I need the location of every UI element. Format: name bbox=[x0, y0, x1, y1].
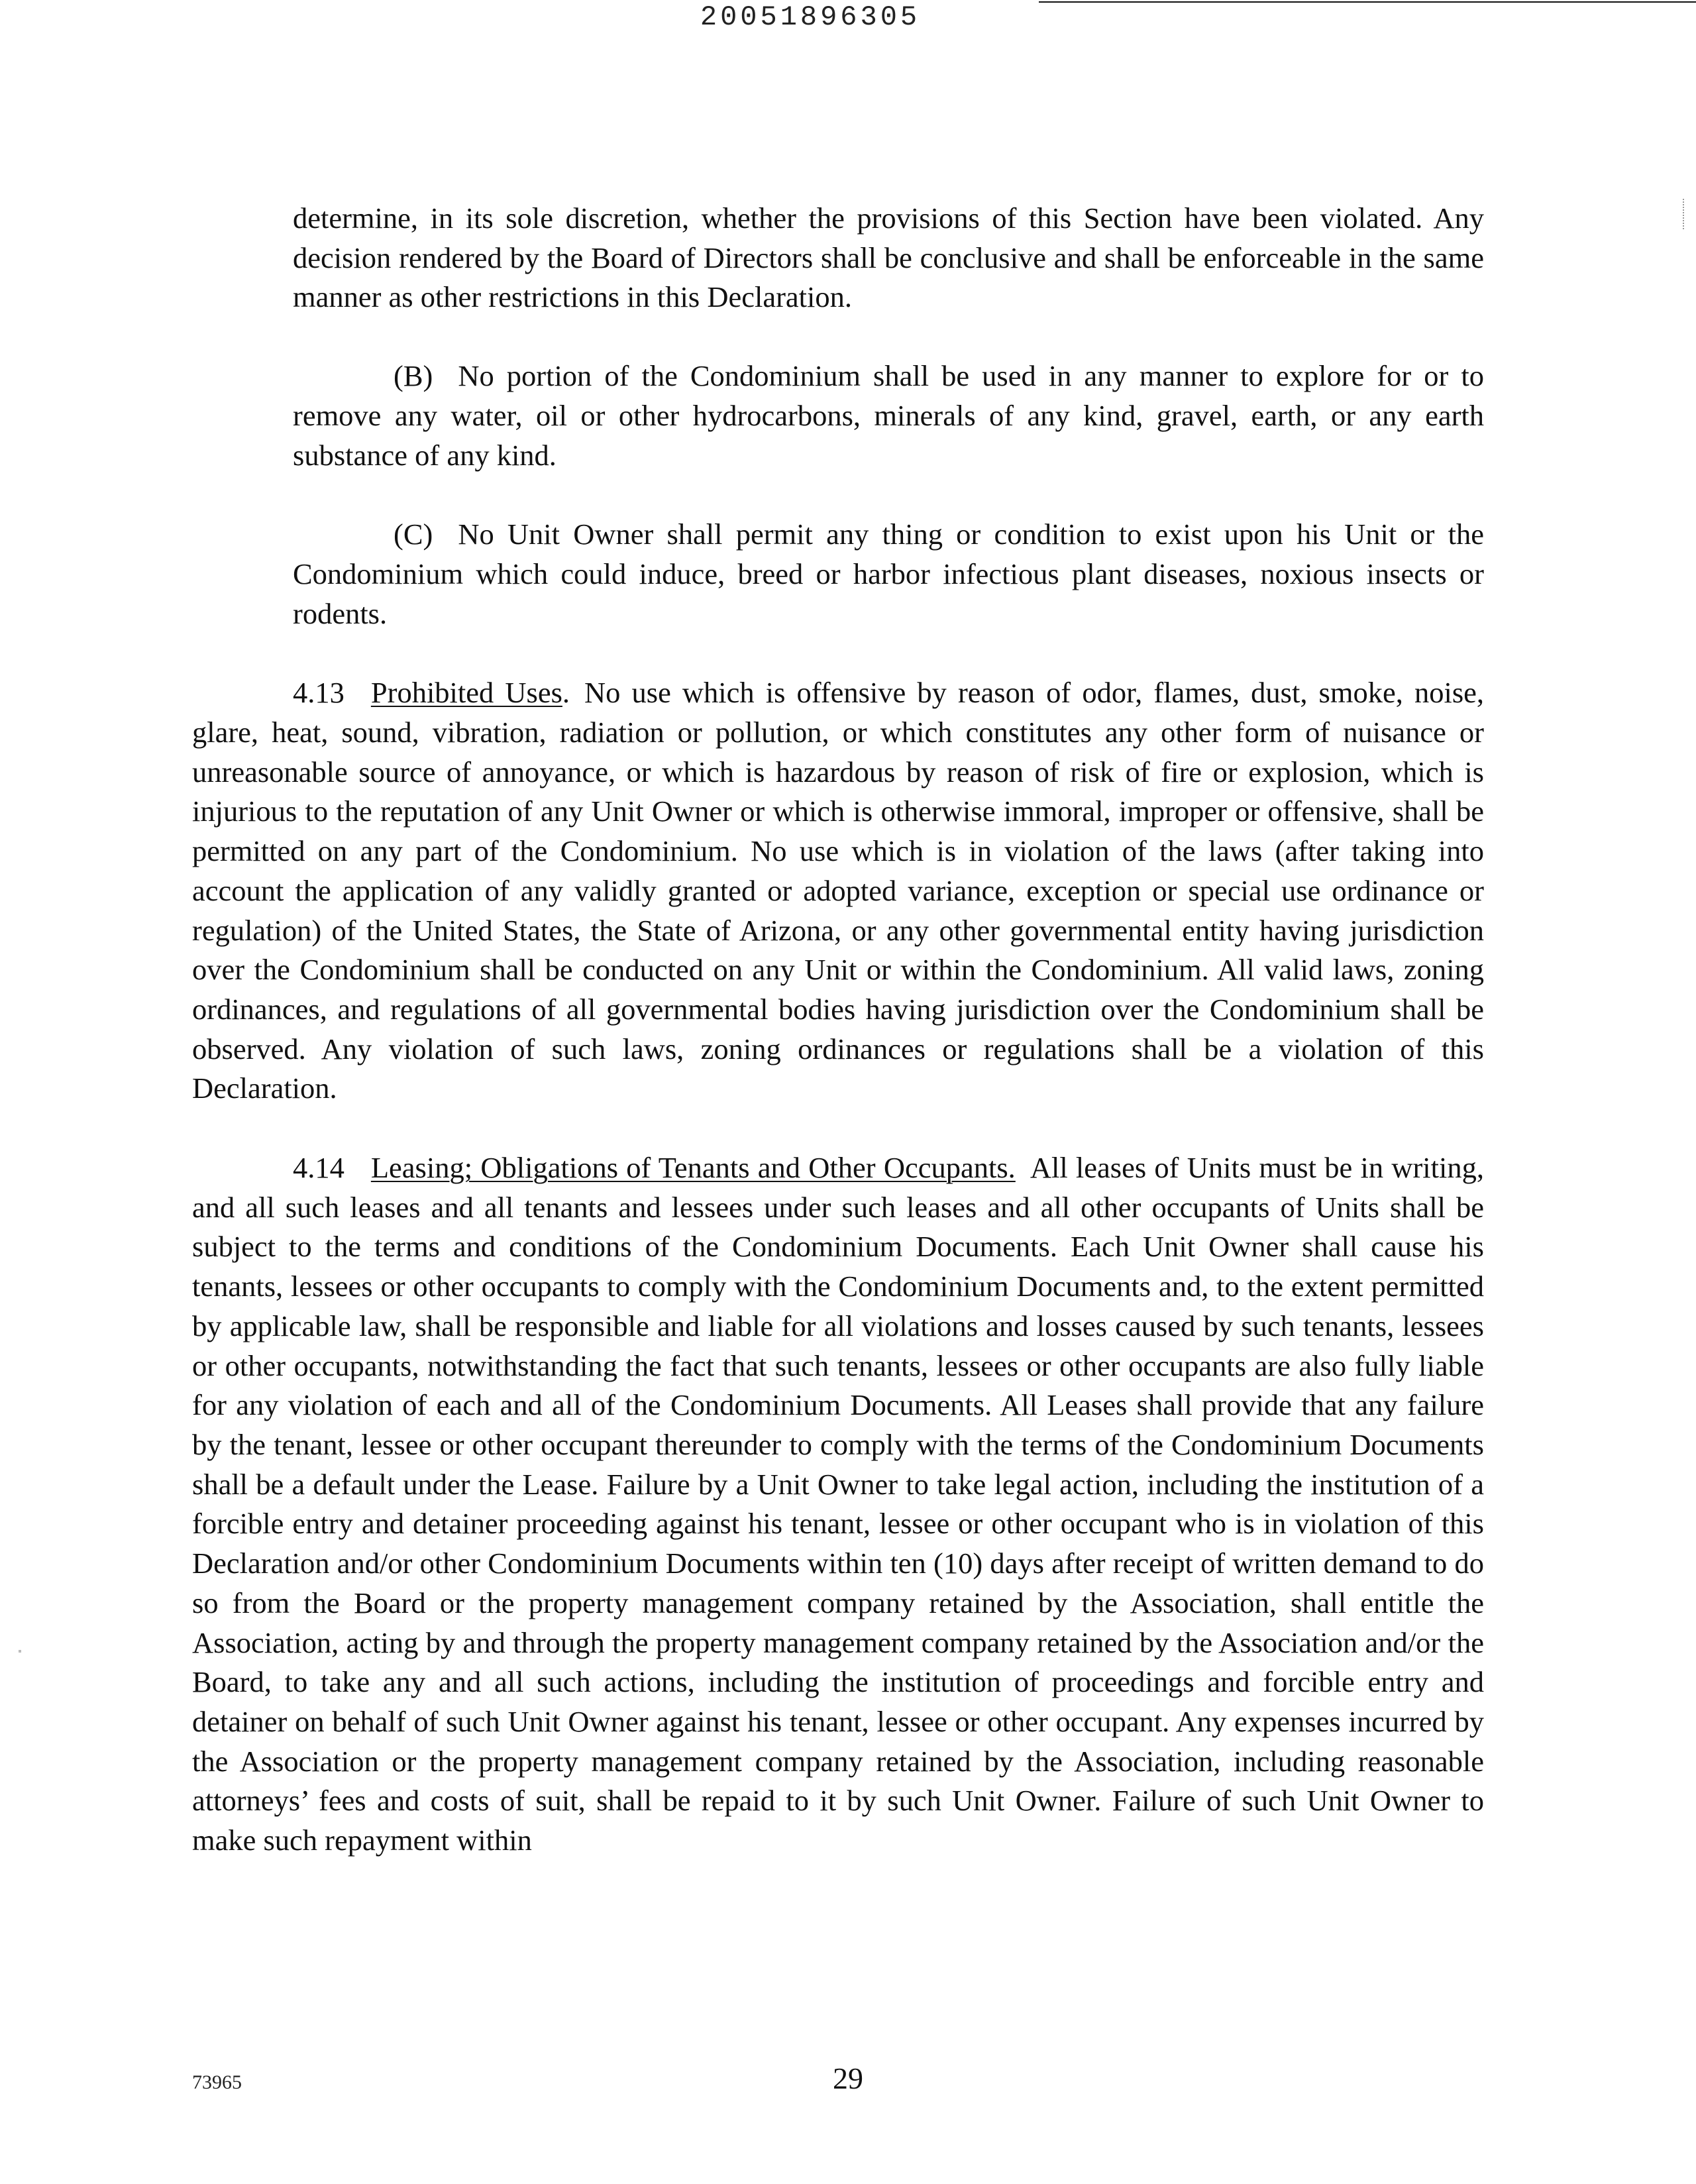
section-4-13 bbox=[192, 673, 1484, 1109]
section-4-14-heading: Leasing; Obligations of Tenants and Other Occupants. bbox=[370, 1151, 1016, 1185]
continued-paragraph: determine, in its sole discretion, whether the provisions of this Section have been violated. Any decision rendered by the Board of Directors shall be conclusive and shall be enforceable in the same manner as other restrictions in this Declaration. bbox=[293, 201, 1484, 314]
section-4-13-number: 4.13 bbox=[293, 676, 344, 710]
section-4-13-text: No use which is offensive by reason of odor, flames, dust, smoke, noise, glare, heat, sound, vibration, radiation or pollution, or which constitutes any other form of nuisance or unreasonable source of annoyance, or which is hazardous by reason of risk of fire or explosion, which is injurious to the reputation of any Unit Owner or which is otherwise immoral, improper or offensive, shall be permitted on any part of the Condominium. No use which is in violation of the laws (after taking into account the application of any validly granted or adopted variance, exception or special use ordinance or regulation) of the United States, the State of Arizona, or any other governmental entity having jurisdiction over the Condominium shall be conducted on any Unit or within the Condominium. All valid laws, zoning ordinances, and regulations of all governmental bodies having jurisdiction over the Condominium shall be observed. Any violation of such laws, zoning ordinances or regulations shall be a violation of this Declaration. bbox=[192, 676, 1485, 1105]
section-4-13-heading: Prohibited Uses bbox=[370, 676, 562, 710]
page-body bbox=[192, 199, 1484, 1861]
header-rule bbox=[1039, 1, 1696, 3]
section-4-14-text: All leases of Units must be in writing, and all such leases and all tenants and lessees under such leases and all other occupants of Units shall be subject to the terms and conditions of the Condominium Documents. Each Unit Owner shall cause his tenants, lessees or other occupants to comply with the Condominium Documents and, to the extent permitted by applicable law, shall be responsible and liable for all violations and losses caused by such tenants, lessees or other occupants, notwithstanding the fact that such tenants, lessees or other occupants are also fully liable for any violation of each and all of the Condominium Documents. All Leases shall provide that any failure by the tenant, lessee or other occupant thereunder to comply with the terms of the Condominium Documents shall be a default under the Lease. Failure by a Unit Owner to take legal action, including the institution of a forcible entry and detainer proceeding against his tenant, lessee or other occupant who is in violation of this Declaration and/or other Condominium Documents within ten (10) days after receipt of written demand to do so from the Board or the property management company retained by the Association, shall entitle the Association, acting by and through the property management company retained by the Association and/or the Board, to take any and all such actions, including the institution of proceedings and forcible entry and detainer on behalf of such Unit Owner against his tenant, lessee or other occupant. Any expenses incurred by the Association or the property management company retained by the Association, including reasonable attorneys’ fees and costs of suit, shall be repaid to it by such Unit Owner. Failure of such Unit Owner to make such repayment within bbox=[192, 1151, 1485, 1857]
document-number: 20051896305 bbox=[700, 1, 921, 33]
section-4-14 bbox=[192, 1148, 1484, 1861]
section-4-13-heading-punct: . bbox=[562, 676, 570, 710]
page-number: 29 bbox=[833, 2061, 863, 2095]
subsection-c-label: (C) bbox=[394, 518, 433, 551]
scan-mark bbox=[1683, 199, 1685, 229]
scan-speck bbox=[19, 1650, 21, 1653]
section-4-14-number: 4.14 bbox=[293, 1151, 344, 1185]
footer-doc-id: 73965 bbox=[192, 2071, 242, 2093]
subsection-b-label: (B) bbox=[394, 359, 433, 393]
subsection-c-text: No Unit Owner shall permit any thing or condition to exist upon his Unit or the Condominium which could induce, breed or harbor infectious plant diseases, noxious insects or rodents. bbox=[293, 518, 1484, 630]
subsection-b-text: No portion of the Condominium shall be used in any manner to explore for or to remove any water, oil or other hydrocarbons, minerals of any kind, gravel, earth, or any earth substance of any kind. bbox=[293, 359, 1484, 472]
subsection-c bbox=[293, 515, 1484, 633]
subsection-b bbox=[293, 356, 1484, 475]
